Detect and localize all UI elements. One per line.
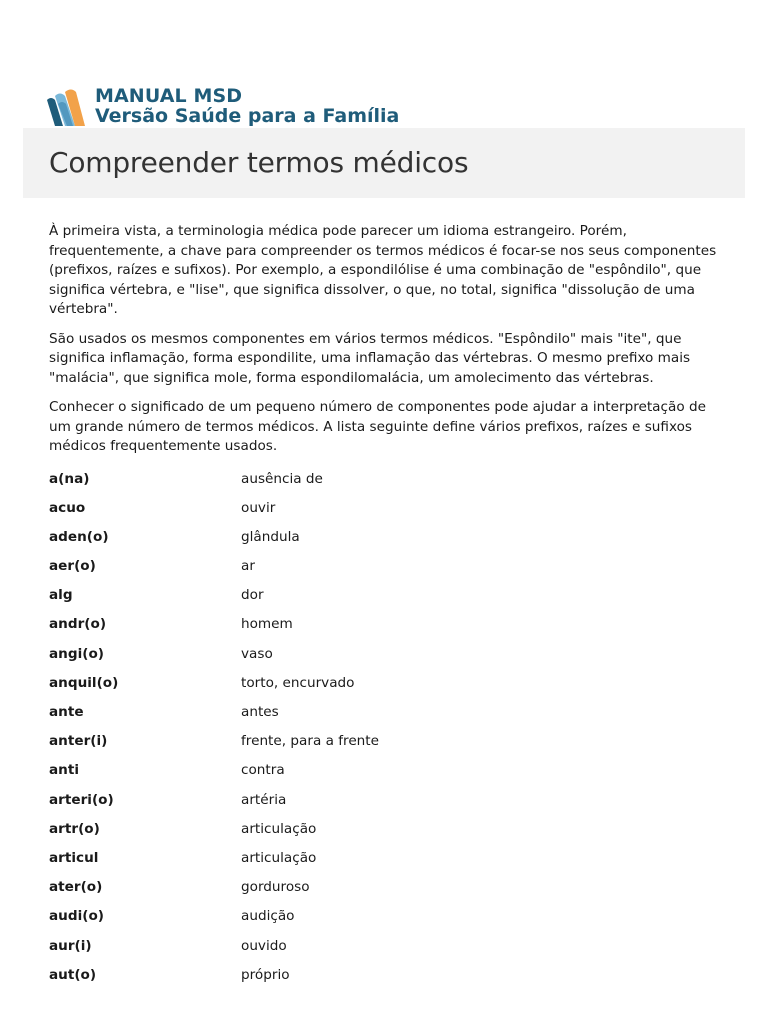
brand-header[interactable] [45,86,399,130]
term-row [49,762,721,791]
term-meaning: contra [241,762,285,779]
term-prefix: a(na) [49,470,90,487]
term-meaning: frente, para a frente [241,733,379,750]
term-prefix: andr(o) [49,616,107,633]
term-prefix: anter(i) [49,733,108,750]
term-row [49,500,721,529]
term-row [49,704,721,733]
term-row [49,616,721,645]
term-row [49,529,721,558]
brand-title: MANUAL MSD [95,85,243,107]
term-meaning: articulação [241,820,317,837]
term-row [49,908,721,937]
term-row [49,733,721,762]
term-list [49,471,721,996]
term-meaning: articulação [241,849,317,866]
term-row [49,938,721,967]
term-prefix: aur(i) [49,937,92,954]
term-meaning: ouvir [241,499,276,516]
term-row [49,967,721,996]
term-prefix: ante [49,704,84,720]
term-row [49,587,721,616]
term-prefix: aut(o) [49,966,97,983]
term-meaning: ar [241,558,255,575]
term-prefix: artr(o) [49,820,100,837]
term-prefix: aden(o) [49,528,109,545]
term-prefix: ater(o) [49,879,103,896]
term-meaning: audição [241,908,295,925]
term-row [49,471,721,500]
term-prefix: acuo [49,499,86,516]
term-row [49,850,721,879]
term-meaning: ausência de [241,470,323,487]
term-meaning: torto, encurvado [241,674,355,691]
term-meaning: gorduroso [241,879,310,896]
list-intro-paragraph: Conhecer o significado de um pequeno número de componentes pode ajudar a interpretação de um grande número de termos médicos. A lista seguinte define vários prefixos, raízes e sufixos médicos frequentemente usados. [49,399,706,454]
term-meaning: homem [241,616,293,633]
components-paragraph: São usados os mesmos componentes em vários termos médicos. "Espôndilo" mais "ite", que significa inflamação, forma espondilite, uma inflamação das vértebras. O mesmo prefixo mais "malácia", que significa mole, forma espondilomalácia, um amolecimento das vértebras. [49,330,691,386]
term-row [49,675,721,704]
term-prefix: aer(o) [49,558,96,575]
term-meaning: artéria [241,791,287,808]
term-prefix: anti [49,762,80,779]
term-meaning: antes [241,704,279,720]
term-prefix: arteri(o) [49,791,114,808]
term-row [49,792,721,821]
term-meaning: próprio [241,966,290,983]
title-band [23,128,745,198]
intro-paragraph: À primeira vista, a terminologia médica pode parecer um idioma estrangeiro. Porém, frequentemente, a chave para compreender os termos médicos é focar-se nos seus componentes (prefixos, raízes e sufixos). Por exemplo, a espondilólise é uma combinação de "espôndilo", que significa vértebra, e "lise", que significa dissolver, o que, no total, significa "dissolução de uma vértebra". [49,223,717,317]
term-row [49,879,721,908]
term-row [49,646,721,675]
article-content [49,222,721,996]
brand-text [95,86,399,126]
term-prefix: audi(o) [49,908,105,925]
page-title: Compreender termos médicos [49,146,469,179]
term-meaning: vaso [241,645,273,662]
term-meaning: dor [241,587,264,604]
brand-subtitle: Versão Saúde para a Família [95,105,400,127]
term-row [49,558,721,587]
term-row [49,821,721,850]
term-meaning: ouvido [241,937,287,954]
term-prefix: articul [49,849,99,866]
term-prefix: anquil(o) [49,674,119,691]
term-prefix: alg [49,587,73,604]
term-meaning: glândula [241,528,300,545]
msd-logo-icon [45,86,87,128]
term-prefix: angi(o) [49,645,105,662]
